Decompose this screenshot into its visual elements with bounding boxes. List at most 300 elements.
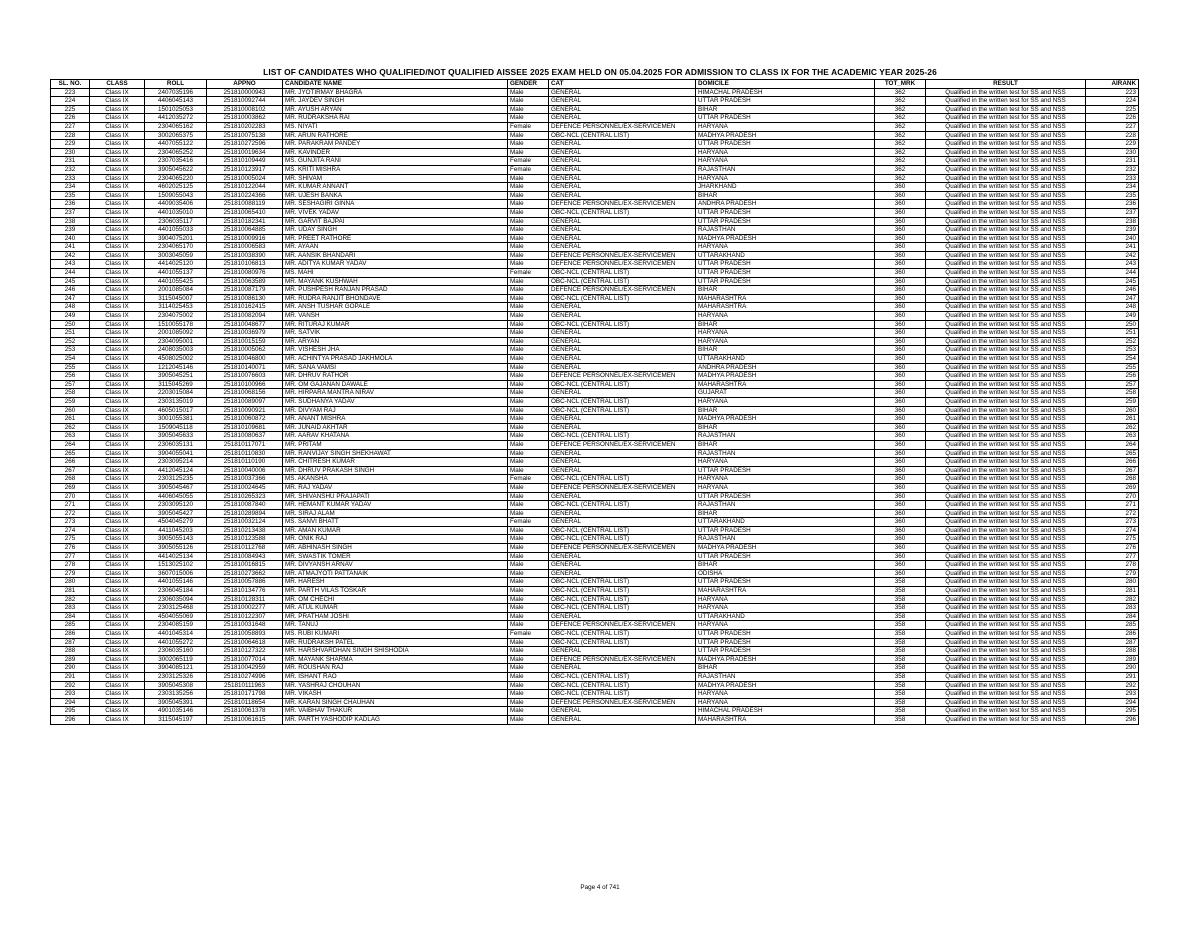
cell-result: Qualified in the written test for SS and NSS bbox=[926, 294, 1086, 303]
cell-candidate-name: MR. ADITYA KUMAR YADAV bbox=[283, 260, 508, 269]
cell-sl-no: 262 bbox=[51, 423, 90, 432]
cell-tot-mrk: 360 bbox=[875, 286, 926, 295]
cell-appno: 251810068156 bbox=[207, 389, 283, 398]
cell-candidate-name: MR. JUNAID AKHTAR bbox=[283, 423, 508, 432]
table-row bbox=[51, 483, 1139, 492]
cell-cat: DEFENCE PERSONNEL/EX-SERVICEMEN bbox=[549, 260, 696, 269]
cell-airank: 257 bbox=[1086, 380, 1139, 389]
cell-roll: 3003045059 bbox=[145, 251, 207, 260]
cell-tot-mrk: 360 bbox=[875, 406, 926, 415]
table-row bbox=[51, 715, 1139, 724]
cell-candidate-name: MR. HEMANT KUMAR YADAV bbox=[283, 501, 508, 510]
cell-result: Qualified in the written test for SS and NSS bbox=[926, 105, 1086, 114]
cell-cat: GENERAL bbox=[549, 647, 696, 656]
cell-cat: DEFENCE PERSONNEL/EX-SERVICEMEN bbox=[549, 483, 696, 492]
table-row bbox=[51, 698, 1139, 707]
cell-tot-mrk: 358 bbox=[875, 681, 926, 690]
table-row bbox=[51, 165, 1139, 174]
cell-roll: 2001085084 bbox=[145, 286, 207, 295]
cell-gender: Male bbox=[508, 621, 549, 630]
cell-cat: OBC-NCL (CENTRAL LIST) bbox=[549, 681, 696, 690]
cell-domicile: RAJASTHAN bbox=[696, 501, 875, 510]
cell-airank: 291 bbox=[1086, 672, 1139, 681]
table-row bbox=[51, 501, 1139, 510]
cell-candidate-name: MR. RUDRAKSH PATEL bbox=[283, 638, 508, 647]
cell-candidate-name: MR. ACHINTYA PRASAD JAKHMOLA bbox=[283, 355, 508, 364]
cell-roll: 4504045279 bbox=[145, 518, 207, 527]
cell-candidate-name: MR. ARUN RATHORE bbox=[283, 131, 508, 140]
cell-domicile: UTTAR PRADESH bbox=[696, 208, 875, 217]
cell-airank: 238 bbox=[1086, 217, 1139, 226]
cell-tot-mrk: 360 bbox=[875, 217, 926, 226]
cell-result: Qualified in the written test for SS and NSS bbox=[926, 355, 1086, 364]
cell-domicile: BIHAR bbox=[696, 509, 875, 518]
cell-sl-no: 288 bbox=[51, 647, 90, 656]
table-row bbox=[51, 612, 1139, 621]
cell-cat: OBC-NCL (CENTRAL LIST) bbox=[549, 131, 696, 140]
cell-domicile: MAHARASHTRA bbox=[696, 303, 875, 312]
cell-sl-no: 245 bbox=[51, 277, 90, 286]
cell-result: Qualified in the written test for SS and NSS bbox=[926, 690, 1086, 699]
cell-sl-no: 261 bbox=[51, 415, 90, 424]
cell-class: Class IX bbox=[90, 449, 145, 458]
cell-gender: Male bbox=[508, 355, 549, 364]
cell-tot-mrk: 360 bbox=[875, 518, 926, 527]
cell-appno: 251810117071 bbox=[207, 440, 283, 449]
cell-cat: DEFENCE PERSONNEL/EX-SERVICEMEN bbox=[549, 655, 696, 664]
cell-class: Class IX bbox=[90, 208, 145, 217]
cell-tot-mrk: 358 bbox=[875, 595, 926, 604]
table-row bbox=[51, 217, 1139, 226]
table-row bbox=[51, 664, 1139, 673]
cell-candidate-name: MR. HIRPARA MANTRA NIRAV bbox=[283, 389, 508, 398]
results-table bbox=[50, 79, 1139, 725]
cell-cat: OBC-NCL (CENTRAL LIST) bbox=[549, 672, 696, 681]
cell-domicile: BIHAR bbox=[696, 423, 875, 432]
cell-appno: 251810289894 bbox=[207, 509, 283, 518]
cell-gender: Male bbox=[508, 312, 549, 321]
cell-airank: 265 bbox=[1086, 449, 1139, 458]
cell-class: Class IX bbox=[90, 97, 145, 106]
cell-sl-no: 266 bbox=[51, 458, 90, 467]
cell-result: Qualified in the written test for SS and NSS bbox=[926, 415, 1086, 424]
cell-gender: Male bbox=[508, 483, 549, 492]
cell-domicile: HARYANA bbox=[696, 122, 875, 131]
cell-cat: GENERAL bbox=[549, 561, 696, 570]
col-header-cat: CAT bbox=[549, 80, 696, 89]
cell-sl-no: 257 bbox=[51, 380, 90, 389]
cell-cat: OBC-NCL (CENTRAL LIST) bbox=[549, 406, 696, 415]
cell-tot-mrk: 360 bbox=[875, 312, 926, 321]
cell-roll: 4406045055 bbox=[145, 492, 207, 501]
cell-airank: 233 bbox=[1086, 174, 1139, 183]
cell-airank: 248 bbox=[1086, 303, 1139, 312]
cell-result: Qualified in the written test for SS and NSS bbox=[926, 483, 1086, 492]
cell-domicile: MAHARASHTRA bbox=[696, 587, 875, 596]
cell-result: Qualified in the written test for SS and NSS bbox=[926, 372, 1086, 381]
cell-candidate-name: MR. ISHANT RAO bbox=[283, 672, 508, 681]
col-header-candidate-name: CANDIDATE NAME bbox=[283, 80, 508, 89]
cell-appno: 251810032124 bbox=[207, 518, 283, 527]
cell-class: Class IX bbox=[90, 621, 145, 630]
cell-candidate-name: MR. AYUSH ARYAN bbox=[283, 105, 508, 114]
cell-airank: 230 bbox=[1086, 148, 1139, 157]
cell-tot-mrk: 360 bbox=[875, 535, 926, 544]
cell-candidate-name: MR. KARAN SINGH CHAUHAN bbox=[283, 698, 508, 707]
cell-cat: OBC-NCL (CENTRAL LIST) bbox=[549, 630, 696, 639]
cell-airank: 294 bbox=[1086, 698, 1139, 707]
cell-airank: 264 bbox=[1086, 440, 1139, 449]
cell-gender: Male bbox=[508, 183, 549, 192]
cell-sl-no: 241 bbox=[51, 243, 90, 252]
cell-domicile: MADHYA PRADESH bbox=[696, 234, 875, 243]
cell-appno: 251810123917 bbox=[207, 165, 283, 174]
cell-result: Qualified in the written test for SS and NSS bbox=[926, 672, 1086, 681]
cell-result: Qualified in the written test for SS and NSS bbox=[926, 432, 1086, 441]
cell-class: Class IX bbox=[90, 286, 145, 295]
table-row bbox=[51, 397, 1139, 406]
cell-candidate-name: MR. DIVYANSH ARNAV bbox=[283, 561, 508, 570]
cell-sl-no: 237 bbox=[51, 208, 90, 217]
cell-roll: 2001085092 bbox=[145, 329, 207, 338]
table-row bbox=[51, 131, 1139, 140]
cell-sl-no: 224 bbox=[51, 97, 90, 106]
cell-class: Class IX bbox=[90, 698, 145, 707]
cell-gender: Male bbox=[508, 535, 549, 544]
table-row bbox=[51, 329, 1139, 338]
cell-candidate-name: MR. ATMAJYOTI PATTANAIK bbox=[283, 569, 508, 578]
table-row bbox=[51, 707, 1139, 716]
cell-tot-mrk: 360 bbox=[875, 329, 926, 338]
table-row bbox=[51, 561, 1139, 570]
table-row bbox=[51, 690, 1139, 699]
cell-domicile: HARYANA bbox=[696, 312, 875, 321]
cell-result: Qualified in the written test for SS and NSS bbox=[926, 234, 1086, 243]
cell-candidate-name: MR. JAYDEV SINGH bbox=[283, 97, 508, 106]
cell-appno: 251810100966 bbox=[207, 380, 283, 389]
cell-gender: Male bbox=[508, 260, 549, 269]
cell-domicile: MADHYA PRADESH bbox=[696, 544, 875, 553]
table-row bbox=[51, 432, 1139, 441]
cell-appno: 251810076603 bbox=[207, 372, 283, 381]
cell-result: Qualified in the written test for SS and NSS bbox=[926, 604, 1086, 613]
cell-cat: OBC-NCL (CENTRAL LIST) bbox=[549, 526, 696, 535]
table-row bbox=[51, 191, 1139, 200]
cell-roll: 3905045251 bbox=[145, 372, 207, 381]
cell-domicile: UTTARAKHAND bbox=[696, 355, 875, 364]
cell-roll: 3115045197 bbox=[145, 715, 207, 724]
cell-class: Class IX bbox=[90, 475, 145, 484]
cell-tot-mrk: 362 bbox=[875, 174, 926, 183]
cell-class: Class IX bbox=[90, 715, 145, 724]
cell-result: Qualified in the written test for SS and NSS bbox=[926, 183, 1086, 192]
cell-roll: 2306045184 bbox=[145, 587, 207, 596]
cell-gender: Male bbox=[508, 217, 549, 226]
cell-cat: DEFENCE PERSONNEL/EX-SERVICEMEN bbox=[549, 251, 696, 260]
cell-roll: 2304065162 bbox=[145, 122, 207, 131]
cell-tot-mrk: 358 bbox=[875, 647, 926, 656]
cell-appno: 251810003862 bbox=[207, 114, 283, 123]
cell-class: Class IX bbox=[90, 526, 145, 535]
cell-airank: 247 bbox=[1086, 294, 1139, 303]
table-row bbox=[51, 440, 1139, 449]
cell-roll: 2307035416 bbox=[145, 157, 207, 166]
cell-gender: Male bbox=[508, 595, 549, 604]
cell-cat: GENERAL bbox=[549, 114, 696, 123]
cell-candidate-name: MR. SHIVAM bbox=[283, 174, 508, 183]
cell-roll: 2304085159 bbox=[145, 621, 207, 630]
cell-tot-mrk: 358 bbox=[875, 698, 926, 707]
cell-result: Qualified in the written test for SS and NSS bbox=[926, 320, 1086, 329]
cell-cat: GENERAL bbox=[549, 707, 696, 716]
cell-class: Class IX bbox=[90, 492, 145, 501]
cell-appno: 251810061378 bbox=[207, 707, 283, 716]
cell-sl-no: 234 bbox=[51, 183, 90, 192]
cell-appno: 251810162415 bbox=[207, 303, 283, 312]
cell-cat: GENERAL bbox=[549, 509, 696, 518]
cell-domicile: HARYANA bbox=[696, 174, 875, 183]
table-row bbox=[51, 303, 1139, 312]
cell-candidate-name: MR. RANVIJAY SINGH SHEKHAWAT bbox=[283, 449, 508, 458]
cell-appno: 251810087179 bbox=[207, 286, 283, 295]
cell-sl-no: 280 bbox=[51, 578, 90, 587]
cell-result: Qualified in the written test for SS and NSS bbox=[926, 397, 1086, 406]
cell-appno: 251810273662 bbox=[207, 569, 283, 578]
cell-tot-mrk: 360 bbox=[875, 277, 926, 286]
cell-result: Qualified in the written test for SS and NSS bbox=[926, 312, 1086, 321]
cell-domicile: UTTARAKHAND bbox=[696, 251, 875, 260]
cell-candidate-name: MR. ROUSHAN RAJ bbox=[283, 664, 508, 673]
cell-roll: 3114025453 bbox=[145, 303, 207, 312]
cell-result: Qualified in the written test for SS and NSS bbox=[926, 251, 1086, 260]
cell-appno: 251810088119 bbox=[207, 200, 283, 209]
table-row bbox=[51, 226, 1139, 235]
cell-gender: Male bbox=[508, 346, 549, 355]
cell-gender: Male bbox=[508, 501, 549, 510]
cell-tot-mrk: 360 bbox=[875, 492, 926, 501]
cell-appno: 251810106813 bbox=[207, 260, 283, 269]
table-row bbox=[51, 492, 1139, 501]
cell-candidate-name: MR. VIKASH bbox=[283, 690, 508, 699]
cell-tot-mrk: 360 bbox=[875, 363, 926, 372]
cell-roll: 2306035117 bbox=[145, 217, 207, 226]
cell-gender: Male bbox=[508, 174, 549, 183]
cell-domicile: UTTAR PRADESH bbox=[696, 526, 875, 535]
cell-cat: GENERAL bbox=[549, 492, 696, 501]
cell-tot-mrk: 360 bbox=[875, 337, 926, 346]
cell-sl-no: 228 bbox=[51, 131, 90, 140]
cell-appno: 251810110190 bbox=[207, 458, 283, 467]
table-row bbox=[51, 363, 1139, 372]
cell-candidate-name: MR. PARTH VILAS TOSKAR bbox=[283, 587, 508, 596]
cell-sl-no: 246 bbox=[51, 286, 90, 295]
cell-candidate-name: MR. ABHINASH SINGH bbox=[283, 544, 508, 553]
cell-result: Qualified in the written test for SS and NSS bbox=[926, 380, 1086, 389]
cell-sl-no: 292 bbox=[51, 681, 90, 690]
cell-sl-no: 265 bbox=[51, 449, 90, 458]
cell-candidate-name: MR. RITURAJ KUMAR bbox=[283, 320, 508, 329]
cell-cat: DEFENCE PERSONNEL/EX-SERVICEMEN bbox=[549, 698, 696, 707]
cell-gender: Male bbox=[508, 200, 549, 209]
cell-cat: GENERAL bbox=[549, 458, 696, 467]
cell-result: Qualified in the written test for SS and NSS bbox=[926, 526, 1086, 535]
cell-appno: 251810016815 bbox=[207, 561, 283, 570]
cell-airank: 292 bbox=[1086, 681, 1139, 690]
cell-airank: 272 bbox=[1086, 509, 1139, 518]
cell-domicile: HARYANA bbox=[696, 157, 875, 166]
cell-result: Qualified in the written test for SS and NSS bbox=[926, 200, 1086, 209]
cell-candidate-name: MS. GUNJITA RANI bbox=[283, 157, 508, 166]
cell-roll: 3904055041 bbox=[145, 449, 207, 458]
cell-candidate-name: MR. GARVIT BAJPAI bbox=[283, 217, 508, 226]
cell-candidate-name: MR. PUSHPESH RANJAN PRASAD bbox=[283, 286, 508, 295]
cell-candidate-name: MR. KUMAR ANNANT bbox=[283, 183, 508, 192]
cell-sl-no: 278 bbox=[51, 561, 90, 570]
cell-domicile: UTTAR PRADESH bbox=[696, 269, 875, 278]
cell-tot-mrk: 360 bbox=[875, 208, 926, 217]
cell-domicile: MAHARASHTRA bbox=[696, 715, 875, 724]
cell-result: Qualified in the written test for SS and NSS bbox=[926, 217, 1086, 226]
cell-domicile: BIHAR bbox=[696, 561, 875, 570]
table-row bbox=[51, 208, 1139, 217]
table-row bbox=[51, 286, 1139, 295]
cell-domicile: HARYANA bbox=[696, 397, 875, 406]
cell-tot-mrk: 360 bbox=[875, 346, 926, 355]
cell-cat: GENERAL bbox=[549, 105, 696, 114]
table-row bbox=[51, 466, 1139, 475]
cell-appno: 251810075138 bbox=[207, 131, 283, 140]
cell-tot-mrk: 360 bbox=[875, 372, 926, 381]
cell-result: Qualified in the written test for SS and NSS bbox=[926, 88, 1086, 97]
cell-domicile: MADHYA PRADESH bbox=[696, 131, 875, 140]
cell-candidate-name: MR. UDAY SINGH bbox=[283, 226, 508, 235]
cell-roll: 3607015006 bbox=[145, 569, 207, 578]
cell-class: Class IX bbox=[90, 664, 145, 673]
cell-tot-mrk: 360 bbox=[875, 458, 926, 467]
cell-domicile: HARYANA bbox=[696, 604, 875, 613]
cell-gender: Male bbox=[508, 647, 549, 656]
cell-gender: Male bbox=[508, 561, 549, 570]
cell-cat: OBC-NCL (CENTRAL LIST) bbox=[549, 269, 696, 278]
cell-roll: 4401055033 bbox=[145, 226, 207, 235]
cell-candidate-name: MR. SANA VAMSI bbox=[283, 363, 508, 372]
cell-sl-no: 244 bbox=[51, 269, 90, 278]
cell-result: Qualified in the written test for SS and NSS bbox=[926, 578, 1086, 587]
cell-roll: 2303095214 bbox=[145, 458, 207, 467]
table-row bbox=[51, 569, 1139, 578]
cell-roll: 2304065252 bbox=[145, 148, 207, 157]
table-row bbox=[51, 518, 1139, 527]
cell-domicile: UTTAR PRADESH bbox=[696, 552, 875, 561]
cell-cat: OBC-NCL (CENTRAL LIST) bbox=[549, 277, 696, 286]
cell-sl-no: 225 bbox=[51, 105, 90, 114]
cell-candidate-name: MR. DIVYAM RAJ bbox=[283, 406, 508, 415]
cell-sl-no: 282 bbox=[51, 595, 90, 604]
cell-cat: OBC-NCL (CENTRAL LIST) bbox=[549, 638, 696, 647]
cell-roll: 4406045143 bbox=[145, 97, 207, 106]
cell-sl-no: 229 bbox=[51, 140, 90, 149]
cell-airank: 256 bbox=[1086, 372, 1139, 381]
cell-tot-mrk: 360 bbox=[875, 294, 926, 303]
cell-tot-mrk: 360 bbox=[875, 355, 926, 364]
cell-tot-mrk: 362 bbox=[875, 122, 926, 131]
cell-class: Class IX bbox=[90, 363, 145, 372]
table-row bbox=[51, 269, 1139, 278]
cell-result: Qualified in the written test for SS and NSS bbox=[926, 638, 1086, 647]
cell-candidate-name: MR. ATUL KUMAR bbox=[283, 604, 508, 613]
cell-gender: Male bbox=[508, 114, 549, 123]
cell-class: Class IX bbox=[90, 217, 145, 226]
cell-domicile: HARYANA bbox=[696, 621, 875, 630]
cell-appno: 251810127322 bbox=[207, 647, 283, 656]
cell-roll: 4508025002 bbox=[145, 355, 207, 364]
col-header-gender: GENDER bbox=[508, 80, 549, 89]
cell-tot-mrk: 358 bbox=[875, 587, 926, 596]
cell-domicile: BIHAR bbox=[696, 346, 875, 355]
cell-roll: 2407035196 bbox=[145, 88, 207, 97]
cell-airank: 296 bbox=[1086, 715, 1139, 724]
cell-roll: 2304075002 bbox=[145, 312, 207, 321]
cell-gender: Male bbox=[508, 587, 549, 596]
cell-cat: GENERAL bbox=[549, 346, 696, 355]
cell-domicile: RAJASTHAN bbox=[696, 535, 875, 544]
cell-domicile: HARYANA bbox=[696, 148, 875, 157]
page-number: Page 4 of 741 bbox=[580, 884, 620, 891]
cell-gender: Male bbox=[508, 569, 549, 578]
cell-sl-no: 239 bbox=[51, 226, 90, 235]
cell-appno: 251810109449 bbox=[207, 157, 283, 166]
cell-class: Class IX bbox=[90, 251, 145, 260]
cell-roll: 4412045124 bbox=[145, 466, 207, 475]
cell-domicile: HARYANA bbox=[696, 595, 875, 604]
cell-candidate-name: MR. ANSH TUSHAR GOPALE bbox=[283, 303, 508, 312]
cell-domicile: HIMACHAL PRADESH bbox=[696, 707, 875, 716]
cell-roll: 4409035406 bbox=[145, 200, 207, 209]
cell-domicile: HARYANA bbox=[696, 458, 875, 467]
table-row bbox=[51, 105, 1139, 114]
cell-gender: Female bbox=[508, 122, 549, 131]
cell-class: Class IX bbox=[90, 157, 145, 166]
cell-roll: 1513025102 bbox=[145, 561, 207, 570]
cell-gender: Female bbox=[508, 157, 549, 166]
cell-result: Qualified in the written test for SS and NSS bbox=[926, 544, 1086, 553]
cell-result: Qualified in the written test for SS and NSS bbox=[926, 423, 1086, 432]
cell-gender: Male bbox=[508, 363, 549, 372]
cell-appno: 251810063589 bbox=[207, 277, 283, 286]
cell-class: Class IX bbox=[90, 174, 145, 183]
cell-airank: 281 bbox=[1086, 587, 1139, 596]
col-header-class: CLASS bbox=[90, 80, 145, 89]
cell-sl-no: 227 bbox=[51, 122, 90, 131]
cell-gender: Male bbox=[508, 372, 549, 381]
cell-cat: OBC-NCL (CENTRAL LIST) bbox=[549, 294, 696, 303]
cell-tot-mrk: 358 bbox=[875, 578, 926, 587]
cell-candidate-name: MR. HARSHVARDHAN SINGH SHISHODIA bbox=[283, 647, 508, 656]
cell-class: Class IX bbox=[90, 509, 145, 518]
cell-roll: 4414025134 bbox=[145, 552, 207, 561]
cell-roll: 3905045633 bbox=[145, 432, 207, 441]
cell-appno: 251810042959 bbox=[207, 664, 283, 673]
cell-roll: 4401055272 bbox=[145, 638, 207, 647]
cell-airank: 231 bbox=[1086, 157, 1139, 166]
cell-roll: 2304065170 bbox=[145, 243, 207, 252]
cell-result: Qualified in the written test for SS and NSS bbox=[926, 269, 1086, 278]
cell-cat: OBC-NCL (CENTRAL LIST) bbox=[549, 690, 696, 699]
cell-appno: 251810111963 bbox=[207, 681, 283, 690]
cell-tot-mrk: 358 bbox=[875, 664, 926, 673]
cell-roll: 4401045314 bbox=[145, 630, 207, 639]
cell-domicile: HARYANA bbox=[696, 483, 875, 492]
